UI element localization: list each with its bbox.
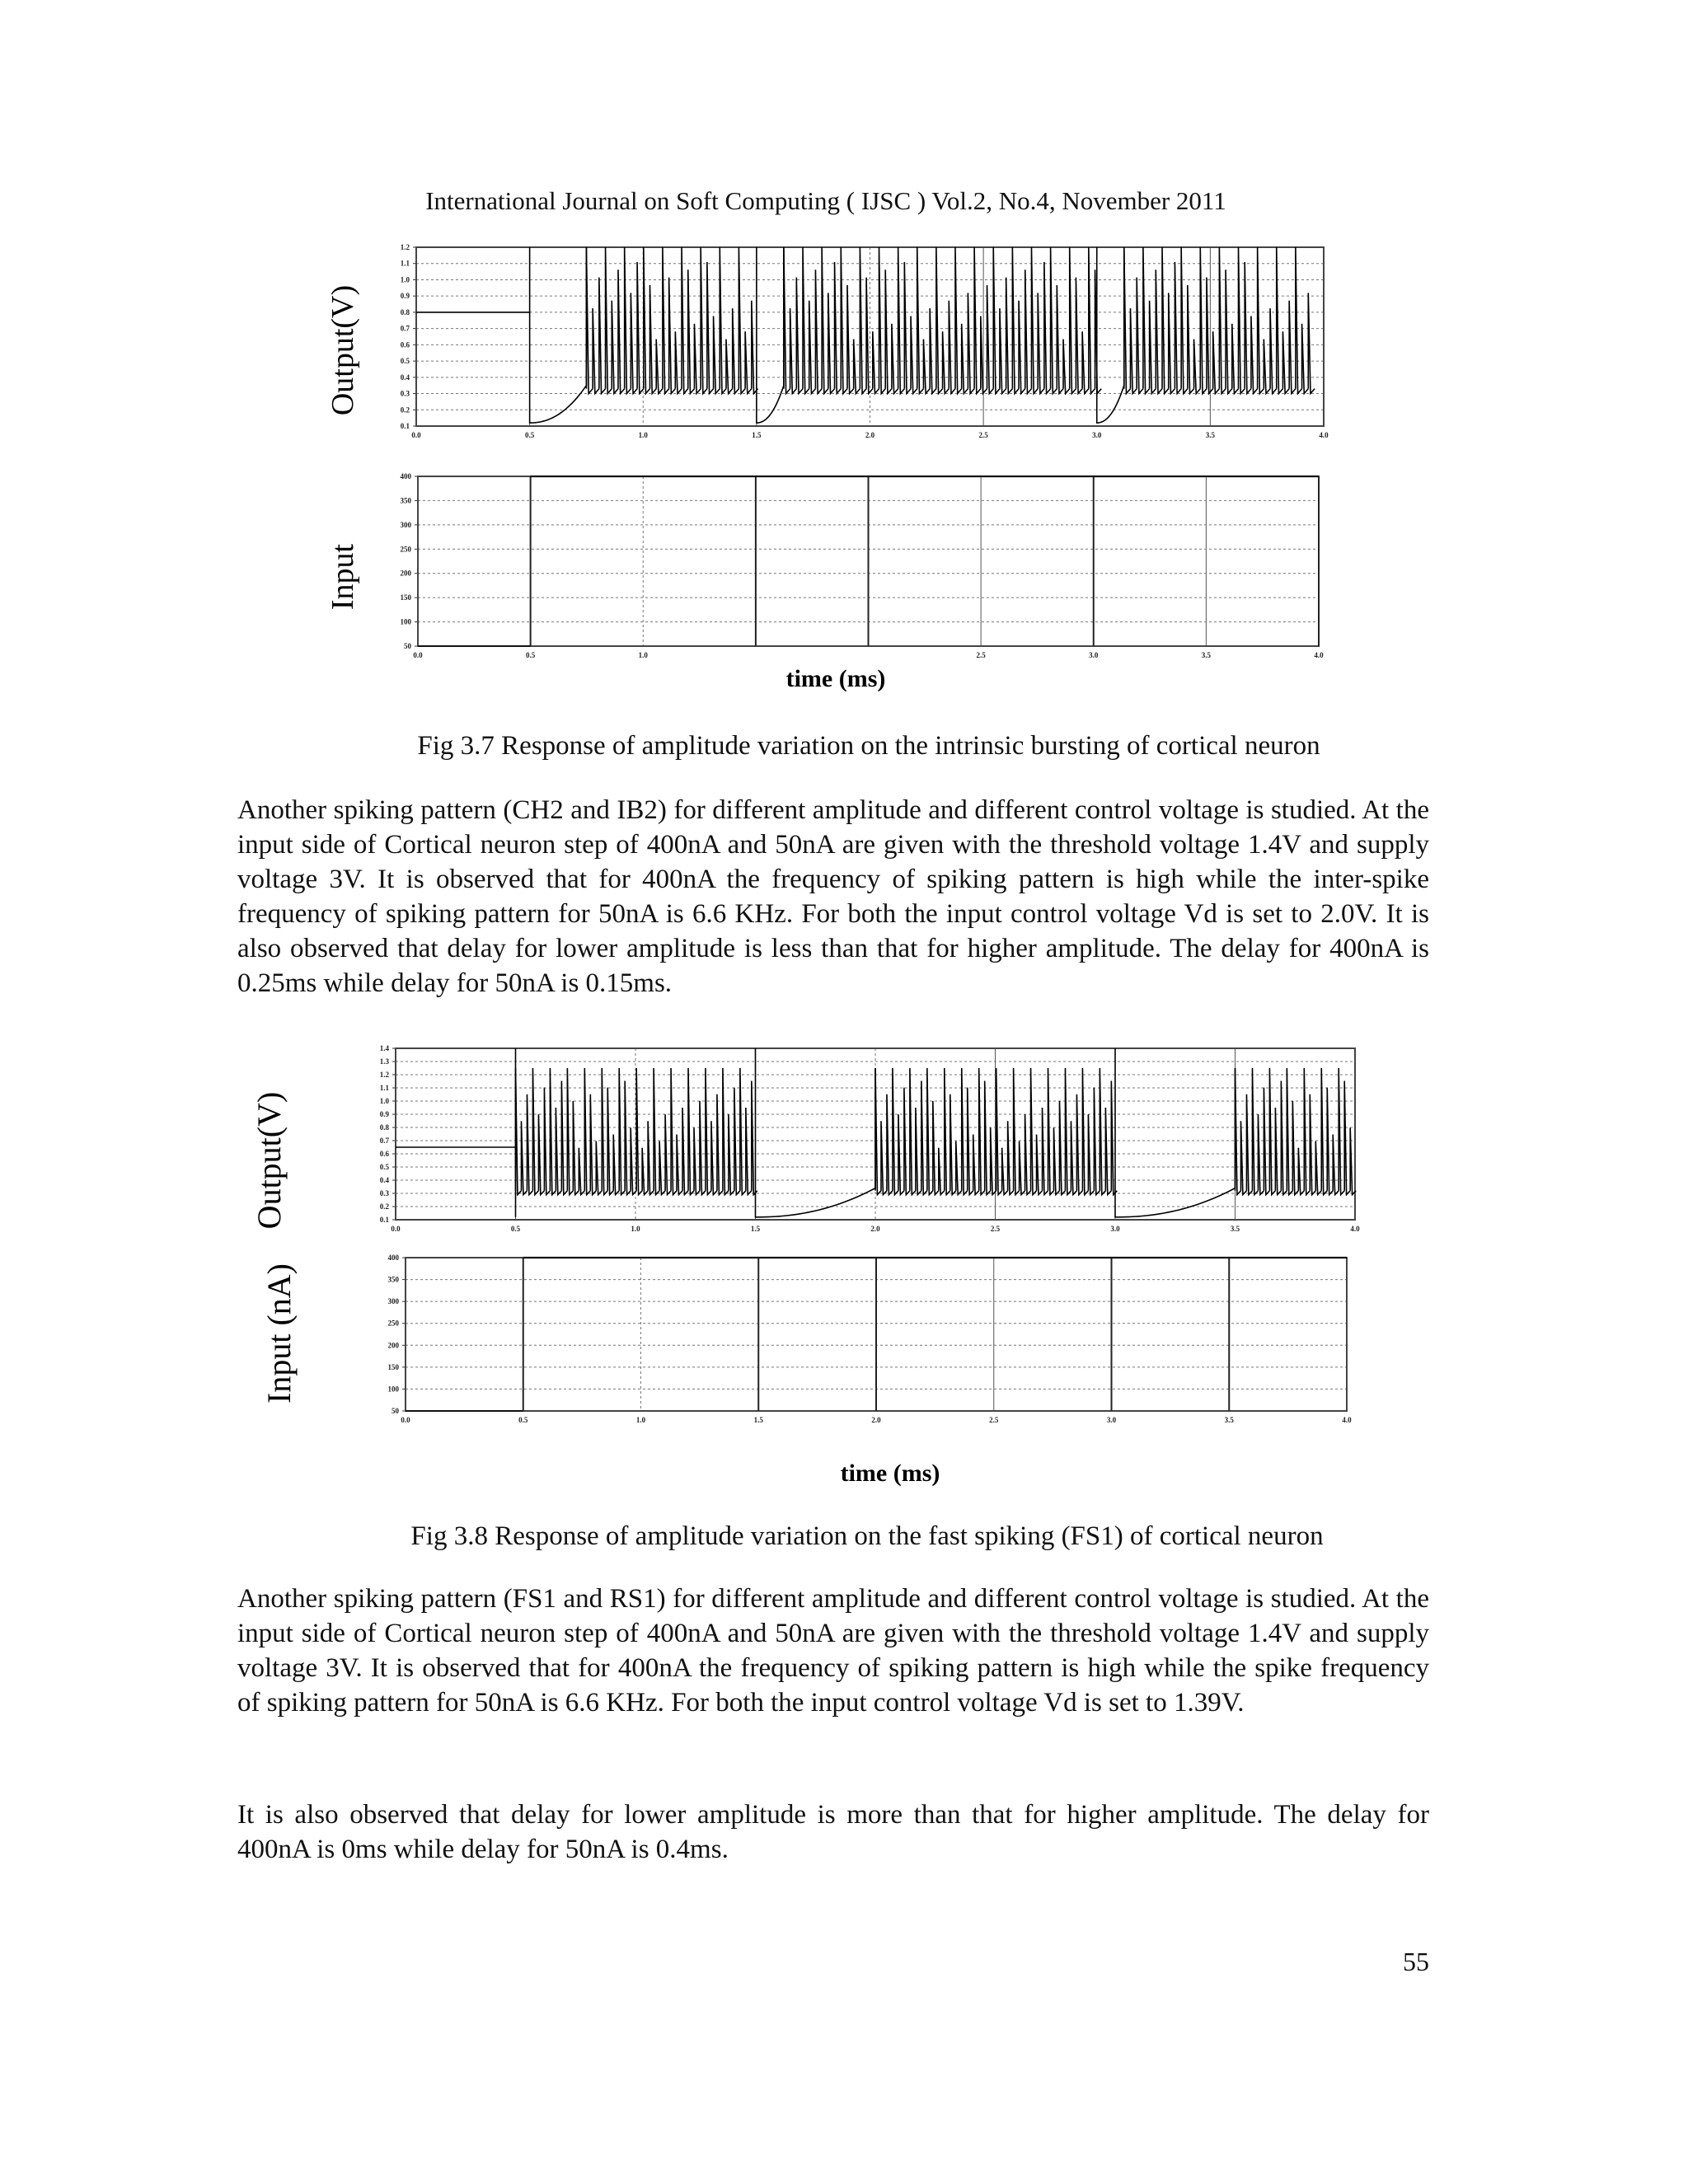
y-tick-label: 0.8 — [379, 1123, 389, 1132]
y-tick-label: 0.3 — [400, 389, 410, 398]
running-header: International Journal on Soft Computing ( IJSC ) Vol.2, No.4, November 2011 — [425, 186, 1226, 215]
y-tick-label: 300 — [387, 1297, 399, 1306]
x-tick-label: 1.5 — [750, 1225, 761, 1233]
y-tick-label: 50 — [392, 1407, 399, 1415]
output-recovery — [756, 1048, 876, 1217]
y-tick-label: 200 — [387, 1341, 399, 1350]
x-tick-label: 4.0 — [1319, 431, 1329, 439]
y-tick-label: 0.1 — [400, 422, 410, 430]
y-tick-label: 0.8 — [400, 307, 410, 316]
y-tick-label: 0.3 — [379, 1189, 389, 1197]
x-tick-label: 1.0 — [635, 1416, 646, 1424]
x-tick-label: 4.0 — [1314, 651, 1324, 659]
y-tick-label: 0.2 — [400, 405, 410, 415]
y-tick-label: 250 — [400, 545, 411, 554]
figure-caption: Fig 3.8 Response of amplitude variation on the fast spiking (FS1) of cortical neuron — [410, 1521, 1324, 1551]
x-tick-label: 3.5 — [1224, 1416, 1234, 1424]
x-tick-label: 3.0 — [1110, 1225, 1120, 1233]
x-tick-label: 2.0 — [865, 431, 875, 439]
x-tick-label: 3.0 — [1106, 1416, 1117, 1424]
y-tick-label: 0.4 — [379, 1176, 389, 1184]
xlabel-fig3-7: time (ms) — [785, 665, 886, 692]
x-tick-label: 4.0 — [1342, 1416, 1352, 1424]
y-tick-label: 400 — [387, 1254, 399, 1262]
x-tick-label: 0.0 — [411, 431, 421, 439]
ylabel-fig3-7-output: Output(V) — [326, 284, 360, 416]
x-tick-label: 0.5 — [526, 651, 536, 659]
y-tick-label: 0.2 — [379, 1202, 389, 1211]
y-tick-label: 50 — [404, 642, 411, 650]
y-tick-label: 1.2 — [400, 243, 410, 251]
output-spike-train — [875, 1068, 1117, 1195]
y-tick-label: 300 — [400, 520, 411, 529]
y-tick-label: 0.6 — [400, 340, 410, 349]
x-tick-label: 2.5 — [978, 431, 988, 439]
x-tick-label: 1.5 — [752, 431, 762, 439]
x-tick-label: 2.5 — [976, 651, 986, 659]
page-number: 55 — [1403, 1947, 1429, 1976]
x-tick-label: 2.0 — [871, 1416, 881, 1424]
x-tick-label: 0.5 — [525, 431, 535, 439]
x-tick-label: 3.5 — [1230, 1225, 1240, 1233]
x-tick-label: 0.5 — [518, 1416, 528, 1424]
ylabel-fig3-8-output: Output(V) — [251, 1091, 288, 1230]
output-recovery — [1115, 1048, 1236, 1217]
x-tick-label: 3.0 — [1092, 431, 1102, 439]
output-spike-train — [1236, 1068, 1357, 1195]
x-tick-label: 2.0 — [870, 1225, 880, 1233]
y-tick-label: 0.9 — [379, 1110, 389, 1118]
paragraph: Another spiking pattern (CH2 and IB2) for different amplitude and different control voltage is studied. At the input side of Cortical neuron step of 400nA and 50nA are given with the threshold voltage 1.4V and supply voltage 3V. It is observed that for 400nA the frequency of spiking pattern is high while the inter-spike frequency of spiking pattern for 50nA is 6.6 KHz. For both the input control voltage Vd is set to 2.0V. It is also observed that delay for lower amplitude is less than that for higher amplitude. The delay for 400nA is 0.25ms while delay for 50nA is 0.15ms. — [237, 795, 1429, 998]
paragraph: It is also observed that delay for lower amplitude is more than that for higher amplitude. The delay for 400nA is 0ms while delay for 50nA is 0.4ms. — [237, 1800, 1429, 1864]
y-tick-label: 0.4 — [400, 373, 410, 382]
x-tick-label: 0.0 — [413, 651, 423, 659]
y-tick-label: 150 — [387, 1362, 399, 1371]
y-tick-label: 350 — [387, 1275, 399, 1284]
ylabel-fig3-7-input: Input — [326, 543, 360, 611]
y-tick-label: 1.4 — [379, 1044, 389, 1052]
chart-fig3-8-input — [388, 1254, 1353, 1424]
x-tick-label: 2.5 — [990, 1225, 1001, 1233]
y-tick-label: 1.1 — [400, 259, 410, 268]
output-spike-train — [516, 1068, 757, 1195]
x-tick-label: 2.5 — [989, 1416, 999, 1424]
y-tick-label: 0.9 — [400, 292, 410, 301]
figure-caption: Fig 3.7 Response of amplitude variation on the intrinsic bursting of cortical neuron — [417, 731, 1320, 761]
y-tick-label: 0.6 — [379, 1150, 389, 1158]
y-tick-label: 350 — [400, 496, 411, 505]
y-tick-label: 100 — [400, 617, 411, 626]
x-tick-label: 3.0 — [1089, 651, 1099, 659]
y-tick-label: 0.1 — [379, 1216, 389, 1224]
chart-fig3-8-output — [380, 1044, 1360, 1233]
x-tick-label: 1.0 — [638, 431, 648, 439]
y-tick-label: 250 — [387, 1319, 399, 1328]
y-tick-label: 1.1 — [379, 1084, 389, 1092]
x-tick-label: 0.0 — [401, 1416, 410, 1424]
y-tick-label: 200 — [400, 569, 411, 578]
y-tick-label: 400 — [400, 472, 411, 480]
y-tick-label: 0.5 — [379, 1163, 389, 1171]
paragraph: Another spiking pattern (FS1 and RS1) for different amplitude and different control voltage is studied. At the input side of Cortical neuron step of 400nA and 50nA are given with the threshold voltage 1.4V and supply voltage 3V. It is observed that for 400nA the frequency of spiking pattern is high while the spike frequency of spiking pattern for 50nA is 6.6 KHz. For both the input control voltage Vd is set to 1.39V. — [237, 1584, 1429, 1718]
y-tick-label: 0.5 — [400, 357, 410, 366]
x-tick-label: 3.5 — [1201, 651, 1211, 659]
y-tick-label: 1.3 — [379, 1057, 389, 1066]
y-tick-label: 100 — [387, 1385, 399, 1394]
x-tick-label: 3.5 — [1205, 431, 1215, 439]
y-tick-label: 150 — [400, 593, 411, 602]
xlabel-fig3-8: time (ms) — [840, 1460, 940, 1487]
x-tick-label: 1.0 — [631, 1225, 640, 1233]
y-tick-label: 1.0 — [379, 1097, 389, 1105]
x-tick-label: 0.0 — [391, 1225, 401, 1233]
y-tick-label: 0.7 — [379, 1137, 389, 1145]
x-tick-label: 1.0 — [638, 651, 648, 659]
x-tick-label: 4.0 — [1350, 1225, 1360, 1233]
y-tick-label: 0.7 — [400, 324, 410, 333]
x-tick-label: 0.5 — [510, 1225, 521, 1233]
ylabel-fig3-8-input: Input (nA) — [260, 1263, 298, 1404]
y-tick-label: 1.0 — [400, 275, 410, 284]
y-tick-label: 1.2 — [379, 1071, 389, 1079]
x-tick-label: 1.5 — [753, 1416, 763, 1424]
